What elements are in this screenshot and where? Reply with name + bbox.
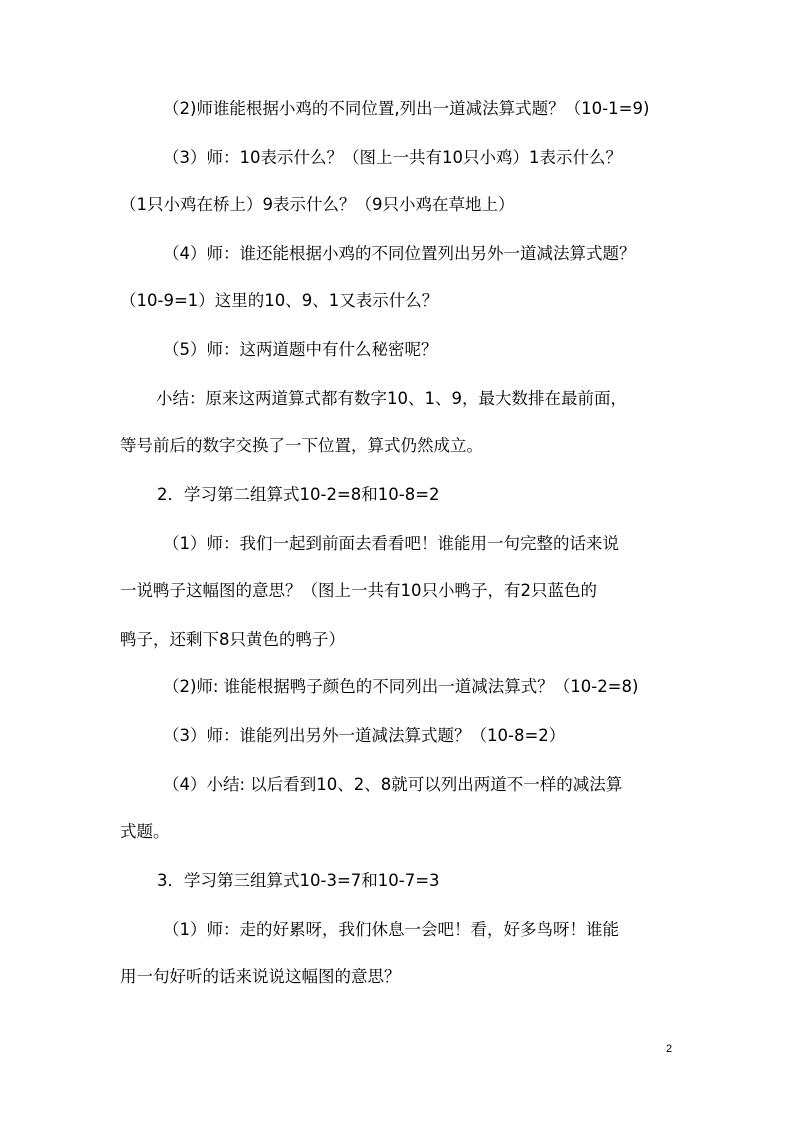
text-line-5: （10-9=1）这里的10、9、1又表示什么？: [120, 291, 439, 310]
text-line-12: 鸭子，还剩下8只黄色的鸭子）: [120, 630, 345, 649]
text-line-16: 式题。: [120, 822, 170, 841]
text-line-14: （3）师：谁能列出另外一道减法算式题？（10-8=2）: [163, 726, 566, 745]
text-line-8: 等号前后的数字交换了一下位置，算式仍然成立。: [120, 436, 483, 455]
text-line-1: （2)师谁能根据小鸡的不同位置,列出一道减法算式题？（10-1=9): [163, 99, 650, 118]
text-line-11: 一说鸭子这幅图的意思？（图上一共有10只小鸭子，有2只蓝色的: [120, 581, 597, 600]
page-number: 2: [666, 1043, 673, 1055]
text-line-2: （3）师：10表示什么？（图上一共有10只小鸡）1表示什么？: [163, 148, 622, 167]
text-line-13: （2)师: 谁能根据鸭子颜色的不同列出一道减法算式？（10-2=8): [163, 677, 639, 696]
text-line-18: （1）师：走的好累呀，我们休息一会吧！看，好多鸟呀！谁能: [163, 920, 619, 939]
text-line-3: （1只小鸡在桥上）9表示什么？（9只小鸡在草地上）: [120, 195, 515, 214]
text-line-4: （4）师：谁还能根据小鸡的不同位置列出另外一道减法算式题？: [163, 244, 636, 263]
section-heading-2: 2．学习第二组算式10-2=8和10-8=2: [157, 485, 440, 504]
text-line-15: （4）小结: 以后看到10、2、8就可以列出两道不一样的减法算: [163, 775, 623, 794]
text-line-6: （5）师：这两道题中有什么秘密呢？: [163, 340, 438, 359]
text-line-7: 小结：原来这两道算式都有数字10、1、9，最大数排在最前面，: [156, 389, 627, 408]
section-heading-3: 3．学习第三组算式10-3=7和10-7=3: [157, 871, 440, 890]
text-line-10: （1）师：我们一起到前面去看看吧！谁能用一句完整的话来说: [163, 534, 619, 553]
text-line-19: 用一句好听的话来说说这幅图的意思？: [120, 967, 401, 986]
